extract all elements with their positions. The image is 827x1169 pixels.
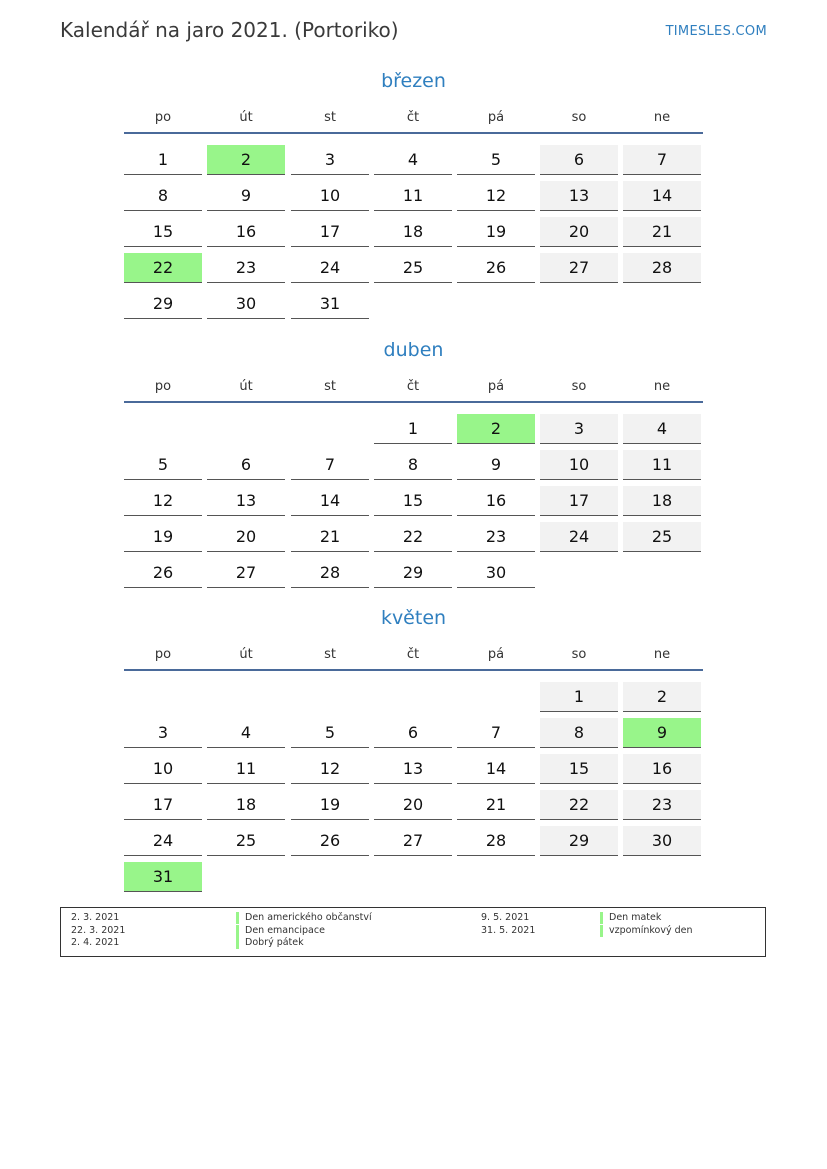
day-cell: 3 bbox=[540, 414, 618, 444]
legend-date: 2. 4. 2021 bbox=[71, 937, 120, 948]
weekday-label: čt bbox=[406, 110, 420, 125]
day-cell: 3 bbox=[291, 145, 369, 175]
weekday-label: pá bbox=[487, 647, 505, 662]
day-cell: 30 bbox=[207, 289, 285, 319]
day-cell: 19 bbox=[124, 522, 202, 552]
weekday-label: ne bbox=[653, 647, 671, 662]
weekday-label: so bbox=[571, 110, 587, 125]
legend-holiday-name: vzpomínkový den bbox=[600, 925, 693, 937]
day-cell: 5 bbox=[457, 145, 535, 175]
month-name: duben bbox=[383, 339, 444, 361]
legend-date: 9. 5. 2021 bbox=[481, 912, 530, 923]
day-cell: 27 bbox=[540, 253, 618, 283]
day-cell: 17 bbox=[540, 486, 618, 516]
day-cell: 12 bbox=[291, 754, 369, 784]
day-cell: 29 bbox=[124, 289, 202, 319]
day-cell: 20 bbox=[207, 522, 285, 552]
day-cell: 17 bbox=[124, 790, 202, 820]
day-cell: 5 bbox=[124, 450, 202, 480]
weekday-label: čt bbox=[406, 379, 420, 394]
weekday-label: út bbox=[239, 379, 253, 394]
weekday-label: ne bbox=[653, 379, 671, 394]
day-cell: 16 bbox=[457, 486, 535, 516]
day-cell: 12 bbox=[124, 486, 202, 516]
weekday-label: pá bbox=[487, 379, 505, 394]
day-cell: 21 bbox=[291, 522, 369, 552]
day-cell: 28 bbox=[457, 826, 535, 856]
legend-holiday-name: Den amerického občanství bbox=[236, 912, 372, 924]
day-cell: 6 bbox=[207, 450, 285, 480]
day-cell: 15 bbox=[540, 754, 618, 784]
day-cell: 8 bbox=[540, 718, 618, 748]
weekday-label: po bbox=[154, 110, 172, 125]
holiday-day-cell: 9 bbox=[623, 718, 701, 748]
day-cell: 1 bbox=[540, 682, 618, 712]
day-cell: 13 bbox=[540, 181, 618, 211]
day-cell: 14 bbox=[457, 754, 535, 784]
day-cell: 3 bbox=[124, 718, 202, 748]
day-cell: 13 bbox=[207, 486, 285, 516]
day-cell: 23 bbox=[457, 522, 535, 552]
weekday-label: út bbox=[239, 110, 253, 125]
holiday-legend bbox=[60, 907, 766, 957]
day-cell: 27 bbox=[374, 826, 452, 856]
holiday-day-cell: 22 bbox=[124, 253, 202, 283]
day-cell: 23 bbox=[623, 790, 701, 820]
holiday-day-cell: 2 bbox=[457, 414, 535, 444]
day-cell: 18 bbox=[207, 790, 285, 820]
day-cell: 10 bbox=[540, 450, 618, 480]
legend-holiday-name: Den emancipace bbox=[236, 925, 325, 937]
day-cell: 6 bbox=[540, 145, 618, 175]
header-divider bbox=[124, 132, 703, 134]
day-cell: 7 bbox=[457, 718, 535, 748]
day-cell: 11 bbox=[207, 754, 285, 784]
day-cell: 22 bbox=[374, 522, 452, 552]
legend-holiday-name: Den matek bbox=[600, 912, 661, 924]
day-cell: 24 bbox=[540, 522, 618, 552]
header-divider bbox=[124, 401, 703, 403]
legend-holiday-name: Dobrý pátek bbox=[236, 937, 304, 949]
day-cell: 8 bbox=[124, 181, 202, 211]
day-cell: 1 bbox=[374, 414, 452, 444]
day-cell: 26 bbox=[457, 253, 535, 283]
day-cell: 28 bbox=[623, 253, 701, 283]
month-block bbox=[124, 607, 703, 907]
weekday-label: so bbox=[571, 647, 587, 662]
legend-date: 31. 5. 2021 bbox=[481, 924, 536, 936]
day-cell: 9 bbox=[207, 181, 285, 211]
day-cell: 11 bbox=[623, 450, 701, 480]
weekday-label: pá bbox=[487, 110, 505, 125]
holiday-day-cell: 2 bbox=[207, 145, 285, 175]
month-block bbox=[124, 339, 703, 639]
day-cell: 21 bbox=[623, 217, 701, 247]
weekday-label: po bbox=[154, 379, 172, 394]
day-cell: 9 bbox=[457, 450, 535, 480]
day-cell: 19 bbox=[291, 790, 369, 820]
day-cell: 4 bbox=[374, 145, 452, 175]
day-cell: 16 bbox=[207, 217, 285, 247]
day-cell: 10 bbox=[124, 754, 202, 784]
day-cell: 26 bbox=[291, 826, 369, 856]
day-cell: 25 bbox=[623, 522, 701, 552]
day-cell: 15 bbox=[124, 217, 202, 247]
day-cell: 30 bbox=[457, 558, 535, 588]
weekday-label: ne bbox=[653, 110, 671, 125]
day-cell: 28 bbox=[291, 558, 369, 588]
day-cell: 7 bbox=[291, 450, 369, 480]
weekday-label: čt bbox=[406, 647, 420, 662]
day-cell: 13 bbox=[374, 754, 452, 784]
day-cell: 4 bbox=[207, 718, 285, 748]
day-cell: 4 bbox=[623, 414, 701, 444]
day-cell: 27 bbox=[207, 558, 285, 588]
day-cell: 10 bbox=[291, 181, 369, 211]
day-cell: 20 bbox=[540, 217, 618, 247]
day-cell: 21 bbox=[457, 790, 535, 820]
month-block bbox=[124, 70, 703, 370]
weekday-label: út bbox=[239, 647, 253, 662]
day-cell: 14 bbox=[291, 486, 369, 516]
day-cell: 5 bbox=[291, 718, 369, 748]
day-cell: 16 bbox=[623, 754, 701, 784]
day-cell: 18 bbox=[374, 217, 452, 247]
day-cell: 19 bbox=[457, 217, 535, 247]
day-cell: 22 bbox=[540, 790, 618, 820]
day-cell: 24 bbox=[291, 253, 369, 283]
day-cell: 20 bbox=[374, 790, 452, 820]
day-cell: 1 bbox=[124, 145, 202, 175]
day-cell: 29 bbox=[540, 826, 618, 856]
page-title: Kalendář na jaro 2021. (Portoriko) bbox=[60, 18, 399, 42]
weekday-label: st bbox=[324, 110, 336, 125]
day-cell: 23 bbox=[207, 253, 285, 283]
day-cell: 8 bbox=[374, 450, 452, 480]
brand-link[interactable]: TIMESLES.COM bbox=[665, 24, 767, 39]
day-cell: 12 bbox=[457, 181, 535, 211]
day-cell: 6 bbox=[374, 718, 452, 748]
legend-date: 22. 3. 2021 bbox=[71, 924, 126, 936]
day-cell: 14 bbox=[623, 181, 701, 211]
weekday-label: so bbox=[571, 379, 587, 394]
header-divider bbox=[124, 669, 703, 671]
day-cell: 24 bbox=[124, 826, 202, 856]
holiday-day-cell: 31 bbox=[124, 862, 202, 892]
legend-date: 2. 3. 2021 bbox=[71, 912, 120, 923]
day-cell: 31 bbox=[291, 289, 369, 319]
day-cell: 30 bbox=[623, 826, 701, 856]
weekday-label: st bbox=[324, 379, 336, 394]
day-cell: 25 bbox=[207, 826, 285, 856]
day-cell: 11 bbox=[374, 181, 452, 211]
month-name: květen bbox=[380, 607, 447, 629]
day-cell: 18 bbox=[623, 486, 701, 516]
day-cell: 15 bbox=[374, 486, 452, 516]
day-cell: 25 bbox=[374, 253, 452, 283]
day-cell: 29 bbox=[374, 558, 452, 588]
weekday-label: st bbox=[324, 647, 336, 662]
day-cell: 2 bbox=[623, 682, 701, 712]
month-name: březen bbox=[381, 70, 446, 92]
day-cell: 26 bbox=[124, 558, 202, 588]
weekday-label: po bbox=[154, 647, 172, 662]
day-cell: 7 bbox=[623, 145, 701, 175]
day-cell: 17 bbox=[291, 217, 369, 247]
